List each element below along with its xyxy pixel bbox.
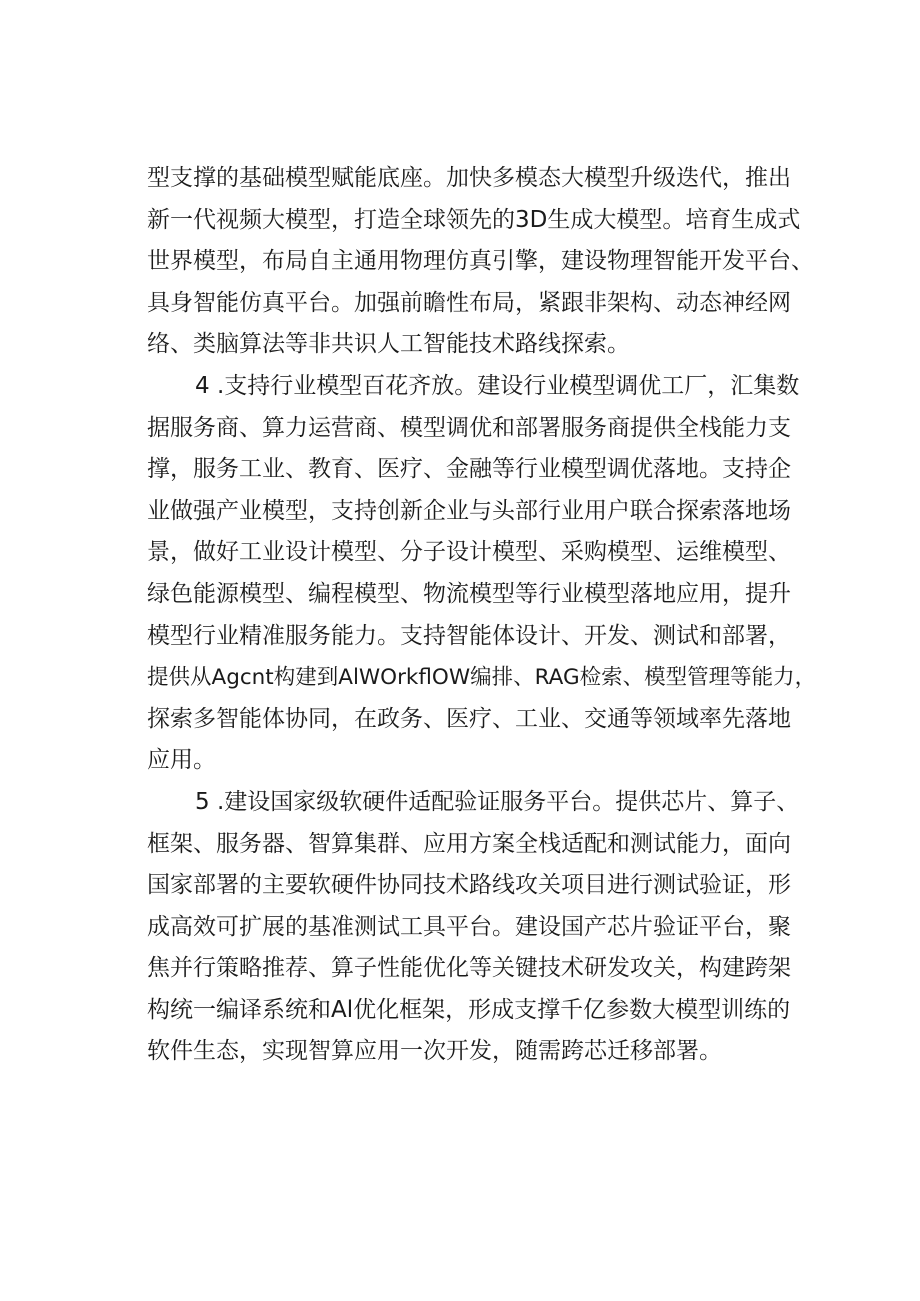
text-line: 焦并行策略推荐、算子性能优化等关键技术研发攻关，构建跨架 [147, 955, 791, 982]
paragraph-start-line: 5 .建设国家级软硬件适配验证服务平台。提供芯片、算子、 [195, 788, 800, 815]
text-line: 模型行业精准服务能力。支持智能体设计、开发、测试和部署， [147, 622, 791, 649]
text-line: 构统一编译系统和Al优化框架，形成支撑千亿参数大模型训练的 [147, 996, 791, 1023]
text-line: 应用。 [147, 747, 216, 774]
text-line: 国家部署的主要软硬件协同技术路线攻关项目进行测试验证，形 [147, 872, 791, 899]
text-line: 世界模型，布局自主通用物理仿真引擎，建设物理智能开发平台、 [147, 248, 814, 275]
text-line: 据服务商、算力运营商、模型调优和部署服务商提供全栈能力支 [147, 414, 791, 441]
text-line: 绿色能源模型、编程模型、物流模型等行业模型落地应用，提升 [147, 580, 791, 607]
text-line: 络、类脑算法等非共识人工智能技术路线探索。 [147, 331, 630, 358]
text-line: 型支撑的基础模型赋能底座。加快多模态大模型升级迭代，推出 [147, 165, 791, 191]
text-line: 景，做好工业设计模型、分子设计模型、采购模型、运维模型、 [147, 539, 791, 566]
text-line: 新一代视频大模型，打造全球领先的3D生成大模型。培育生成式 [147, 206, 801, 233]
text-line: 软件生态，实现智算应用一次开发，随需跨芯迁移部署。 [147, 1038, 722, 1065]
text-line: 探索多智能体协同，在政务、医疗、工业、交通等领域率先落地 [147, 705, 791, 732]
text-line: 框架、服务器、智算集群、应用方案全栈适配和测试能力，面向 [147, 830, 791, 857]
text-line: 业做强产业模型，支持创新企业与头部行业用户联合探索落地场 [147, 497, 791, 524]
text-line: 提供从Agcnt构建到AlWOrkflOW编排、RAG检索、模型管理等能力， [147, 665, 817, 691]
text-line: 成高效可扩展的基准测试工具平台。建设国产芯片验证平台，聚 [147, 913, 791, 940]
text-line: 具身智能仿真平台。加强前瞻性布局，紧跟非架构、动态神经网 [147, 289, 791, 316]
text-line: 撑，服务工业、教育、医疗、金融等行业模型调优落地。支持企 [147, 456, 791, 483]
document-body [147, 158, 827, 1073]
paragraph-start-line: 4 .支持行业模型百花齐放。建设行业模型调优工厂，汇集数 [195, 372, 800, 399]
